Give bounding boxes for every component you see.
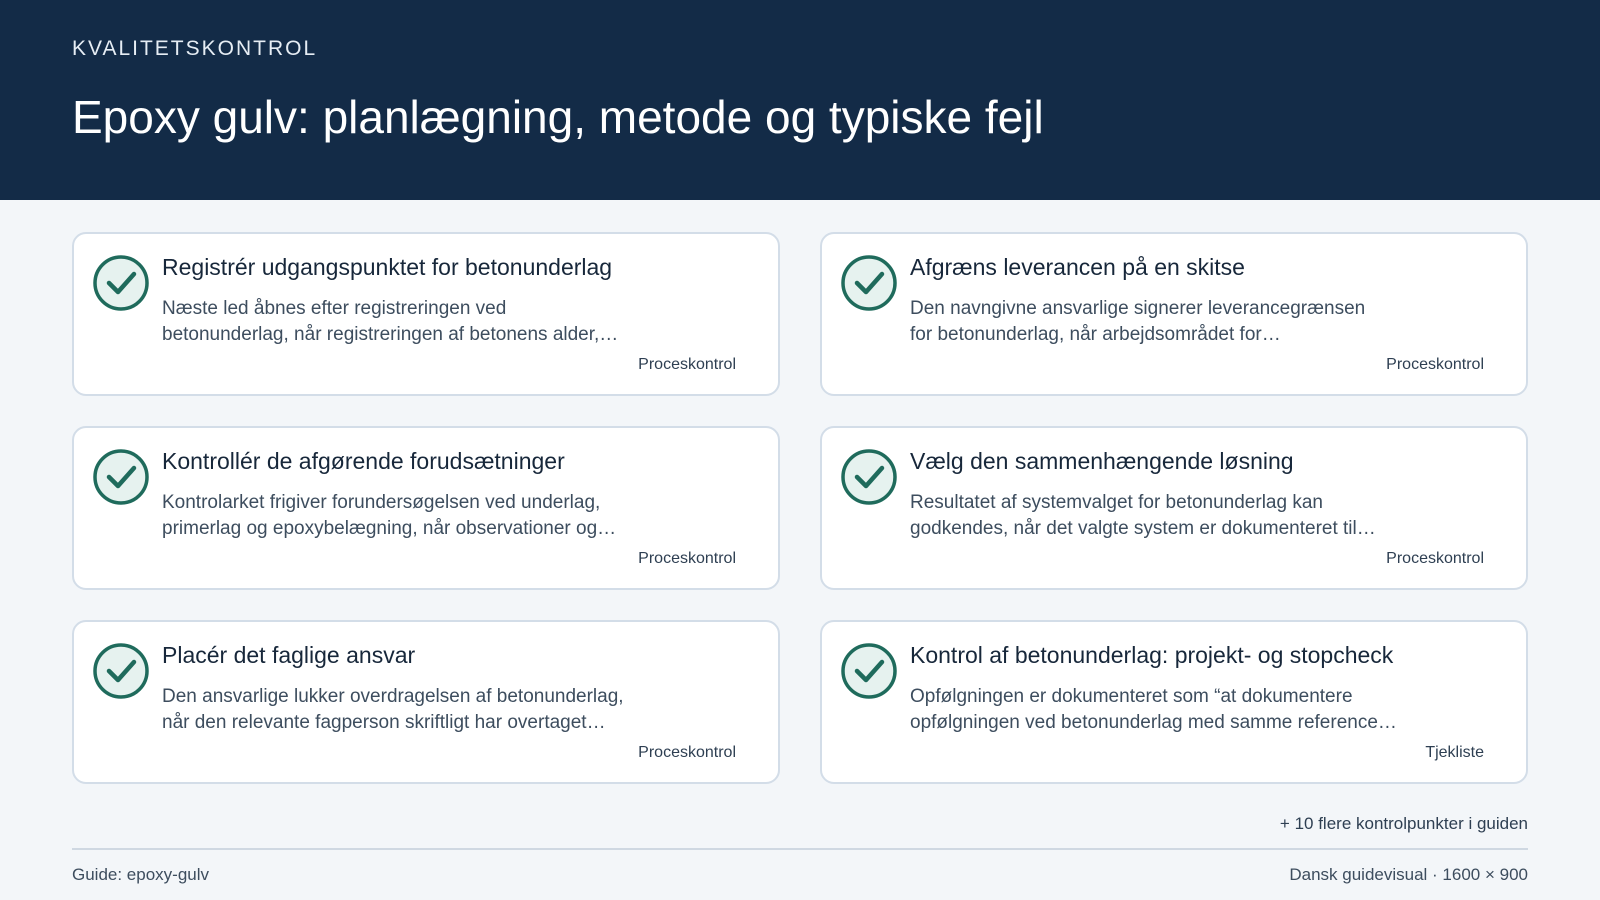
card-description-line: Resultatet af systemvalget for betonunderlag kan [910, 492, 1323, 513]
page-header [0, 0, 1600, 200]
card-description-line: for betonunderlag, når arbejdsområdet for… [910, 324, 1281, 345]
page-title: Epoxy gulv: planlægning, metode og typiske fejl [72, 91, 1044, 143]
card-title: Afgræns leverancen på en skitse [910, 254, 1245, 280]
card-description-line: Næste led åbnes efter registreringen ved [162, 298, 507, 319]
checklist-card [72, 426, 780, 590]
check-circle-icon [92, 448, 150, 506]
checklist-card [820, 426, 1528, 590]
card-description [162, 684, 722, 736]
checklist-card [820, 232, 1528, 396]
card-title: Kontrol af betonunderlag: projekt- og stopcheck [910, 642, 1394, 668]
card-description-line: Den ansvarlige lukker overdragelsen af betonunderlag, [162, 686, 624, 707]
check-circle-icon [92, 254, 150, 312]
checklist-card [72, 232, 780, 396]
card-title: Placér det faglige ansvar [162, 642, 416, 668]
card-tag: Tjekliste [1425, 744, 1484, 761]
card-title: Kontrollér de afgørende forudsætninger [162, 448, 565, 474]
eyebrow-label: KVALITETSKONTROL [72, 37, 318, 60]
footer-meta-label: Dansk guidevisual · 1600 × 900 [1289, 865, 1528, 884]
card-description [910, 684, 1470, 736]
card-tag: Proceskontrol [1386, 356, 1484, 373]
checklist-card [72, 620, 780, 784]
card-description-line: Kontrolarket frigiver forundersøgelsen ved underlag, [162, 492, 601, 513]
card-description-line: opfølgningen ved betonunderlag med samme reference… [910, 712, 1397, 733]
card-description [910, 490, 1470, 542]
card-description-line: betonunderlag, når registreringen af betonens alder,… [162, 324, 619, 345]
check-circle-icon [92, 642, 150, 700]
check-circle-icon [840, 448, 898, 506]
card-title: Vælg den sammenhængende løsning [910, 448, 1294, 474]
check-circle-icon [840, 254, 898, 312]
card-description-line: primerlag og epoxybelægning, når observationer og… [162, 518, 617, 539]
card-tag: Proceskontrol [638, 550, 736, 567]
card-description-line: Opfølgningen er dokumenteret som “at dokumentere [910, 686, 1353, 707]
card-title: Registrér udgangspunktet for betonunderlag [162, 254, 613, 280]
card-description [162, 490, 722, 542]
more-checkpoints-note: + 10 flere kontrolpunkter i guiden [1279, 814, 1528, 833]
card-description-line: Den navngivne ansvarlige signerer leverancegrænsen [910, 298, 1366, 319]
card-description [910, 296, 1470, 348]
footer-guide-label: Guide: epoxy-gulv [72, 865, 210, 884]
card-tag: Proceskontrol [638, 744, 736, 761]
card-description-line: godkendes, når det valgte system er dokumenteret til… [910, 518, 1376, 539]
footer-divider [72, 848, 1528, 850]
card-description-line: når den relevante fagperson skriftligt har overtaget… [162, 712, 606, 733]
checklist-grid [72, 232, 1528, 784]
card-tag: Proceskontrol [1386, 550, 1484, 567]
check-circle-icon [840, 642, 898, 700]
checklist-card [820, 620, 1528, 784]
card-tag: Proceskontrol [638, 356, 736, 373]
card-description [162, 296, 722, 348]
